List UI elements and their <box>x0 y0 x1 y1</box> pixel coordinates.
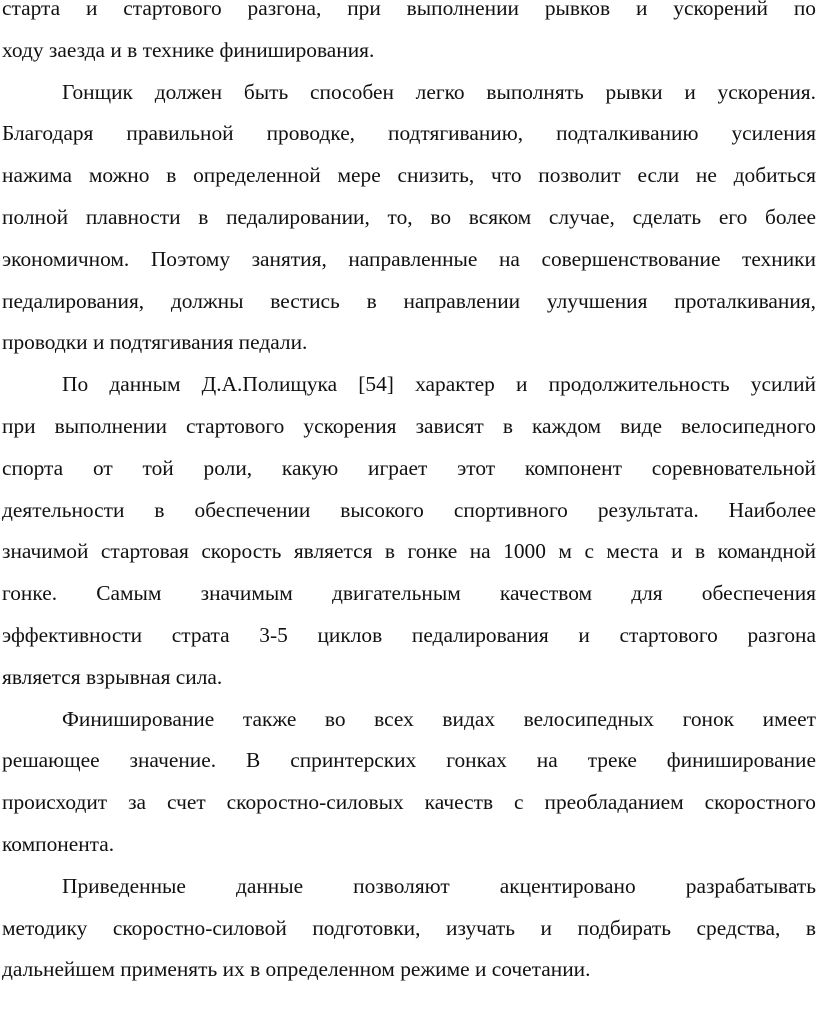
document-page <box>2 0 816 991</box>
text-line: происходит за счет скоростно-силовых качеств с преобладанием скоростного <box>2 790 816 815</box>
text-line: спорта от той роли, какую играет этот компонент соревновательной <box>2 455 816 480</box>
text-line: компонента. <box>2 831 115 856</box>
text-line: Гонщик должен быть способен легко выполнять рывки и ускорения. <box>62 79 816 104</box>
text-line: ходу заезда и в технике финиширования. <box>2 37 375 62</box>
text-line: Финиширование также во всех видах велосипедных гонок имеет <box>62 706 816 731</box>
paragraph-5 <box>2 866 816 991</box>
paragraph-4 <box>2 699 816 866</box>
text-line: решающее значение. В спринтерских гонках на треке финиширование <box>2 748 816 773</box>
text-line: методику скоростно-силовой подготовки, изучать и подбирать средства, в <box>2 915 816 940</box>
text-line: деятельности в обеспечении высокого спортивного результата. Наиболее <box>2 497 816 522</box>
paragraph-1 <box>2 0 816 72</box>
text-line: экономичном. Поэтому занятия, направленные на совершенствование техники <box>2 246 816 271</box>
text-line: педалирования, должны вестись в направлении улучшения проталкивания, <box>2 288 816 313</box>
text-line: нажима можно в определенной мере снизить, что позволит если не добиться <box>2 163 816 188</box>
text-line: эффективности страта 3-5 циклов педалирования и стартового разгона <box>2 622 816 647</box>
text-line: По данным Д.А.Полищука [54] характер и продолжительность усилий <box>62 372 816 397</box>
paragraph-3 <box>2 364 816 698</box>
text-line: является взрывная сила. <box>2 664 223 689</box>
text-line: при выполнении стартового ускорения зависят в каждом виде велосипедного <box>2 413 816 438</box>
text-line: проводки и подтягивания педали. <box>2 330 308 355</box>
paragraph-2 <box>2 72 816 365</box>
text-line: значимой стартовая скорость является в гонке на 1000 м с места и в командной <box>2 539 816 564</box>
text-line: полной плавности в педалировании, то, во всяком случае, сделать его более <box>2 204 816 229</box>
text-line: дальнейшем применять их в определенном режиме и сочетании. <box>2 957 591 982</box>
text-line: Приведенные данные позволяют акцентировано разрабатывать <box>62 873 816 898</box>
text-line: Благодаря правильной проводке, подтягиванию, подталкиванию усиления <box>2 121 816 146</box>
text-line: старта и стартового разгона, при выполнении рывков и ускорений по <box>2 0 816 20</box>
text-line: гонке. Самым значимым двигательным качеством для обеспечения <box>2 581 816 606</box>
